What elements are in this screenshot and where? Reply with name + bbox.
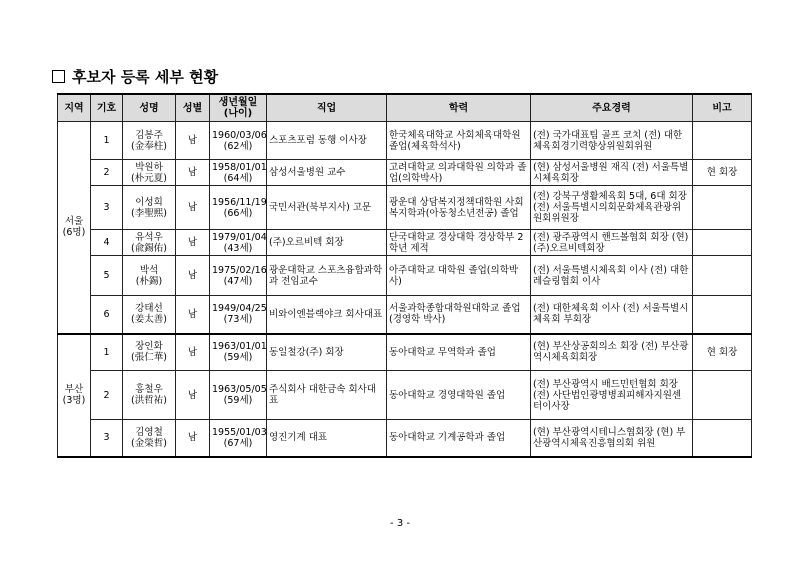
job-cell: 동일철강(주) 회장	[267, 334, 387, 371]
education-cell: 한국체육대학교 사회체육대학원 졸업(체육학석사)	[387, 122, 531, 160]
career-cell: (전) 대한체육회 이사 (전) 서울특별시체육회 부회장	[531, 296, 693, 334]
education-cell: 광운대 상담복지정책대학원 사회복지학과(아동청소년전공) 졸업	[387, 186, 531, 230]
note-cell: 현 회장	[693, 160, 752, 186]
note-cell	[693, 230, 752, 256]
page-number: - 3 -	[390, 518, 410, 529]
education-cell: 고려대학교 의과대학원 의학과 졸업(의학박사)	[387, 160, 531, 186]
sex-cell: 남	[176, 296, 210, 334]
number-cell: 3	[91, 186, 123, 230]
name-korean: 박원하	[135, 161, 163, 173]
career-cell: (전) 국가대표팀 골프 코치 (전) 대한체육회경기력향상위원회위원	[531, 122, 693, 160]
name-cell	[123, 296, 176, 334]
column-header: 생년월일 (나이)	[210, 94, 267, 122]
note-cell	[693, 186, 752, 230]
name-korean: 김영철	[135, 426, 163, 438]
birth-cell	[210, 420, 267, 457]
note-cell	[693, 256, 752, 296]
column-header: 성별	[176, 94, 210, 122]
birth-cell	[210, 371, 267, 420]
name-cell	[123, 122, 176, 160]
age: (59세)	[223, 395, 253, 406]
sex-cell: 남	[176, 371, 210, 420]
table-row	[58, 160, 752, 186]
name-korean: 유석우	[135, 231, 163, 243]
table-row	[58, 256, 752, 296]
birth-date: 1955/01/03	[212, 426, 267, 438]
name-hanja: (洪哲祐)	[131, 395, 167, 406]
number-cell: 6	[91, 296, 123, 334]
name-hanja: (姜太善)	[131, 314, 167, 326]
birth-date: 1958/01/01	[212, 161, 267, 173]
section-title-text: 후보자 등록 세부 현황	[72, 68, 219, 86]
career-cell: (현) 부산광역시테니스협회장 (현) 부산광역시체육진흥협의회 위원	[531, 420, 693, 457]
table-header-row	[58, 94, 752, 122]
job-cell: 스포츠포럼 동행 이사장	[267, 122, 387, 160]
table-row	[58, 230, 752, 256]
number-cell: 1	[91, 122, 123, 160]
number-cell: 3	[91, 420, 123, 457]
column-header: 직업	[267, 94, 387, 122]
age: (64세)	[223, 172, 253, 184]
name-korean: 박석	[139, 264, 159, 276]
name-cell	[123, 160, 176, 186]
birth-cell	[210, 296, 267, 334]
note-cell	[693, 122, 752, 160]
name-korean: 홍철우	[135, 384, 163, 395]
career-cell: (전) 광주광역시 핸드볼협회 회장 (현) (주)오르비텍회장	[531, 230, 693, 256]
number-cell: 4	[91, 230, 123, 256]
name-korean: 이성희	[135, 196, 163, 208]
column-header: 주요경력	[531, 94, 693, 122]
name-hanja: (朴錫)	[135, 275, 163, 287]
candidate-table	[57, 93, 752, 458]
birth-date: 1963/01/01	[212, 341, 267, 353]
note-cell	[693, 371, 752, 420]
column-header: 지역	[58, 94, 91, 122]
name-hanja: (金奉柱)	[131, 140, 167, 152]
job-cell: 삼성서울병원 교수	[267, 160, 387, 186]
birth-date: 1949/04/25	[212, 303, 267, 315]
education-cell: 동아대학교 기계공학과 졸업	[387, 420, 531, 457]
number-cell: 2	[91, 160, 123, 186]
table-row	[58, 122, 752, 160]
birth-cell	[210, 160, 267, 186]
job-cell: (주)오르비텍 회장	[267, 230, 387, 256]
birth-cell	[210, 230, 267, 256]
number-cell: 2	[91, 371, 123, 420]
birth-date: 1975/02/16	[212, 264, 267, 276]
sex-cell: 남	[176, 420, 210, 457]
sex-cell: 남	[176, 160, 210, 186]
birth-cell	[210, 256, 267, 296]
education-cell: 서울과학종합대학원대학교 졸업(경영학 박사)	[387, 296, 531, 334]
sex-cell: 남	[176, 122, 210, 160]
education-cell: 단국대학교 경상대학 경상학부 2학년 제적	[387, 230, 531, 256]
education-cell: 동아대학교 무역학과 졸업	[387, 334, 531, 371]
birth-date: 1963/05/05	[212, 384, 267, 395]
birth-cell	[210, 122, 267, 160]
sex-cell: 남	[176, 256, 210, 296]
region-cell: 서울 (6명)	[58, 122, 91, 334]
name-hanja: (張仁華)	[131, 352, 167, 364]
career-cell: (전) 강북구생활체육회 5대, 6대 회장 (전) 서울특별시의회문화체육관광위원회위원장	[531, 186, 693, 230]
name-cell	[123, 230, 176, 256]
age: (62세)	[223, 140, 253, 152]
sex-cell: 남	[176, 186, 210, 230]
name-hanja: (兪錫佑)	[131, 242, 167, 254]
name-hanja: (朴元夏)	[131, 172, 167, 184]
job-cell: 비와이엔블랙야크 회사대표	[267, 296, 387, 334]
career-cell: (전) 부산광역시 배드민턴협회 회장 (전) 사단법인광명병죄피해자지원센터이사장	[531, 371, 693, 420]
age: (73세)	[223, 314, 253, 326]
name-hanja: (金榮哲)	[131, 437, 167, 449]
name-hanja: (李聖熙)	[131, 207, 167, 219]
career-cell: (전) 서울특별시체육회 이사 (전) 대한레슬링협회 이사	[531, 256, 693, 296]
name-cell	[123, 334, 176, 371]
column-header: 기호	[91, 94, 123, 122]
birth-cell	[210, 334, 267, 371]
table-row	[58, 296, 752, 334]
table-row	[58, 186, 752, 230]
age: (67세)	[223, 437, 253, 449]
section-title	[52, 66, 218, 87]
note-cell	[693, 296, 752, 334]
job-cell: 영진기계 대표	[267, 420, 387, 457]
sex-cell: 남	[176, 334, 210, 371]
age: (59세)	[223, 352, 253, 364]
name-korean: 장인화	[135, 341, 163, 353]
age: (43세)	[223, 242, 253, 254]
sex-cell: 남	[176, 230, 210, 256]
education-cell: 동아대학교 경영대학원 졸업	[387, 371, 531, 420]
number-cell: 1	[91, 334, 123, 371]
birth-date: 1960/03/06	[212, 129, 267, 141]
name-cell	[123, 256, 176, 296]
age: (47세)	[223, 275, 253, 287]
region-cell: 부산 (3명)	[58, 334, 91, 457]
name-cell	[123, 371, 176, 420]
column-header: 성명	[123, 94, 176, 122]
name-cell	[123, 420, 176, 457]
table-row	[58, 420, 752, 457]
education-cell: 아주대학교 대학원 졸업(의학박사)	[387, 256, 531, 296]
birth-date: 1956/11/19	[212, 196, 267, 208]
birth-cell	[210, 186, 267, 230]
name-cell	[123, 186, 176, 230]
column-header: 비고	[693, 94, 752, 122]
career-cell: (현) 부산상공회의소 회장 (전) 부산광역시체육회회장	[531, 334, 693, 371]
note-cell	[693, 420, 752, 457]
name-korean: 강태선	[135, 303, 163, 315]
table-row	[58, 371, 752, 420]
job-cell: 국민서관(북부지사) 고문	[267, 186, 387, 230]
number-cell: 5	[91, 256, 123, 296]
name-korean: 김봉주	[135, 129, 163, 141]
note-cell: 현 회장	[693, 334, 752, 371]
job-cell: 주식회사 대한금속 회사대표	[267, 371, 387, 420]
table-row	[58, 334, 752, 371]
birth-date: 1979/01/04	[212, 231, 267, 243]
column-header: 학력	[387, 94, 531, 122]
age: (66세)	[223, 207, 253, 219]
career-cell: (현) 삼성서울병원 재직 (전) 서울특별시체육회장	[531, 160, 693, 186]
checkbox-square-icon	[52, 70, 65, 83]
job-cell: 광운대학교 스포츠융합과학과 전임교수	[267, 256, 387, 296]
